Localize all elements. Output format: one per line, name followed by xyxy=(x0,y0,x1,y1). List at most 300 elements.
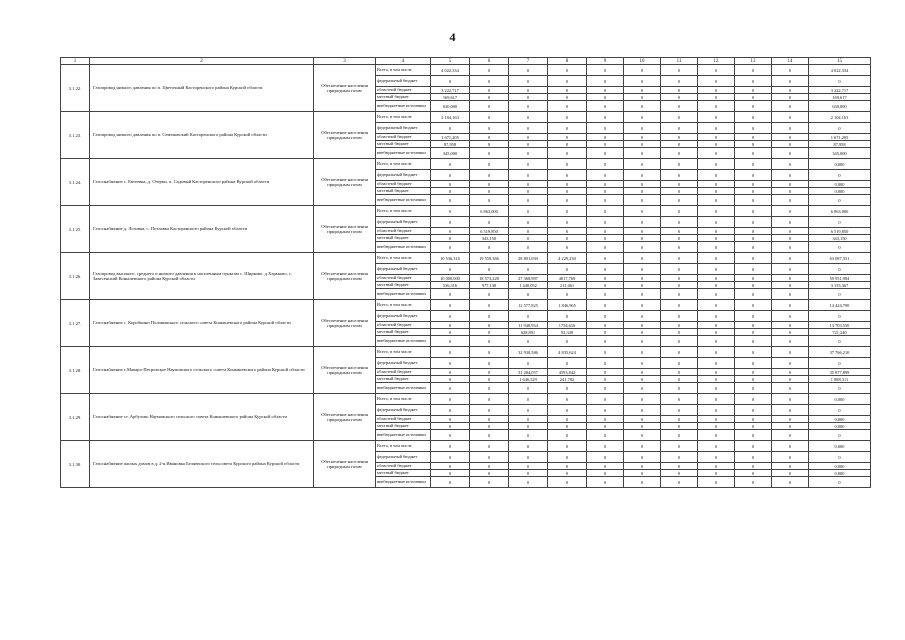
value-cell: 10 000,000 xyxy=(431,275,470,282)
value-cell: 0 xyxy=(624,242,661,253)
value-cell: 0 xyxy=(587,253,624,264)
value-cell: 0 xyxy=(698,195,735,206)
value-cell: 0 xyxy=(661,322,698,329)
value-cell: 0 xyxy=(624,206,661,217)
total-value-cell: 1 671,205 xyxy=(809,134,871,141)
value-cell: 0 xyxy=(587,336,624,347)
column-number-cell: 1 xyxy=(61,58,90,65)
column-number-cell: 15 xyxy=(809,58,871,65)
total-value-cell: 721,240 xyxy=(809,329,871,336)
total-value-cell: 0 xyxy=(809,405,871,416)
value-cell: 0 xyxy=(548,430,587,441)
funding-source-label: областной бюджет xyxy=(376,87,431,94)
value-cell: 0 xyxy=(661,470,698,477)
project-code: 3.1.29. xyxy=(61,394,90,441)
value-cell: 0 xyxy=(624,87,661,94)
value-cell: 0 xyxy=(735,322,772,329)
value-cell: 0 xyxy=(548,311,587,322)
funding-source-label: внебюджетные источники xyxy=(376,336,431,347)
total-value-cell: 169,617 xyxy=(809,94,871,101)
funding-source-label: областной бюджет xyxy=(376,275,431,282)
value-cell: 0 xyxy=(772,170,809,181)
value-cell: 0 xyxy=(470,181,509,188)
table-row xyxy=(61,300,871,311)
value-cell: 0 xyxy=(735,376,772,383)
funding-source-label: федеральный бюджет xyxy=(376,311,431,322)
project-purpose: Обеспечение населения природным газом xyxy=(314,347,376,394)
value-cell: 0 xyxy=(772,383,809,394)
value-cell: 0 xyxy=(548,159,587,170)
value-cell: 0 xyxy=(548,94,587,101)
value-cell: 0 xyxy=(661,441,698,452)
value-cell: 0 xyxy=(624,405,661,416)
value-cell: 0 xyxy=(587,430,624,441)
total-value-cell: 3 222,717 xyxy=(809,87,871,94)
value-cell: 3 222,717 xyxy=(431,87,470,94)
value-cell: 0 xyxy=(509,76,548,87)
value-cell: 0 xyxy=(509,112,548,123)
value-cell: 0 xyxy=(470,394,509,405)
total-value-cell: 0 xyxy=(809,195,871,206)
value-cell: 0 xyxy=(431,228,470,235)
value-cell: 0 xyxy=(470,452,509,463)
value-cell: 0 xyxy=(772,336,809,347)
value-cell: 0 xyxy=(470,148,509,159)
value-cell: 0 xyxy=(735,235,772,242)
value-cell: 0 xyxy=(587,300,624,311)
value-cell: 0 xyxy=(431,347,470,358)
project-purpose: Обеспечение населения природным газом xyxy=(314,65,376,112)
total-value-cell: 630,000 xyxy=(809,101,871,112)
value-cell: 0 xyxy=(735,282,772,289)
value-cell: 0 xyxy=(661,430,698,441)
table-row xyxy=(61,347,871,358)
value-cell: 0 xyxy=(661,242,698,253)
value-cell: 0 xyxy=(431,394,470,405)
value-cell: 0 xyxy=(661,264,698,275)
table-row xyxy=(61,441,871,452)
value-cell: 0 xyxy=(548,235,587,242)
project-code: 3.1.25. xyxy=(61,206,90,253)
value-cell: 0 xyxy=(661,282,698,289)
value-cell: 0 xyxy=(587,369,624,376)
value-cell: 0 xyxy=(509,87,548,94)
value-cell: 0 xyxy=(624,329,661,336)
total-value-cell: 0 xyxy=(809,336,871,347)
table-row xyxy=(61,253,871,264)
value-cell: 0 xyxy=(470,300,509,311)
value-cell: 0 xyxy=(772,394,809,405)
value-cell: 0 xyxy=(509,423,548,430)
value-cell: 0 xyxy=(624,452,661,463)
funding-source-label: федеральный бюджет xyxy=(376,452,431,463)
value-cell: 0 xyxy=(431,300,470,311)
value-cell: 0 xyxy=(587,329,624,336)
value-cell: 0 xyxy=(431,206,470,217)
value-cell: 0 xyxy=(470,101,509,112)
value-cell: 0 xyxy=(735,289,772,300)
value-cell: 0 xyxy=(772,159,809,170)
value-cell: 0 xyxy=(624,94,661,101)
funding-table-sheet xyxy=(60,57,870,488)
project-name: Газопровод высокого, среднего и низкого давления к населенным пунктам с. Ширково, д.Харьково, с. Завесенский Коньшевского района Курской области xyxy=(90,253,314,300)
value-cell: 0 xyxy=(624,235,661,242)
value-cell: 4017,769 xyxy=(548,275,587,282)
value-cell: 0 xyxy=(735,275,772,282)
value-cell: 0 xyxy=(587,347,624,358)
value-cell: 0 xyxy=(735,383,772,394)
value-cell: 0 xyxy=(548,123,587,134)
value-cell: 0 xyxy=(735,264,772,275)
value-cell: 0 xyxy=(624,264,661,275)
value-cell: 0 xyxy=(470,188,509,195)
value-cell: 0 xyxy=(735,170,772,181)
value-cell: 0 xyxy=(624,282,661,289)
funding-source-label: федеральный бюджет xyxy=(376,123,431,134)
value-cell: 0 xyxy=(772,300,809,311)
value-cell: 0 xyxy=(735,430,772,441)
value-cell: 31 284,057 xyxy=(509,369,548,376)
value-cell: 0 xyxy=(735,253,772,264)
value-cell: 0 xyxy=(470,289,509,300)
value-cell: 0 xyxy=(587,275,624,282)
total-value-cell: 14 424,790 xyxy=(809,300,871,311)
value-cell: 0 xyxy=(735,123,772,134)
project-code: 3.1.24. xyxy=(61,159,90,206)
value-cell: 0 xyxy=(431,463,470,470)
value-cell: 0 xyxy=(772,65,809,76)
funding-source-label: федеральный бюджет xyxy=(376,76,431,87)
value-cell: 0 xyxy=(661,289,698,300)
value-cell: 6 519,850 xyxy=(470,228,509,235)
value-cell: 0 xyxy=(548,188,587,195)
value-cell: 0 xyxy=(735,358,772,369)
value-cell: 0 xyxy=(548,181,587,188)
value-cell: 0 xyxy=(431,217,470,228)
value-cell: 0 xyxy=(698,463,735,470)
value-cell: 0 xyxy=(431,441,470,452)
value-cell: 0 xyxy=(661,383,698,394)
value-cell: 0 xyxy=(735,141,772,148)
value-cell: 0 xyxy=(698,275,735,282)
value-cell: 0 xyxy=(698,394,735,405)
value-cell: 0 xyxy=(587,123,624,134)
value-cell: 0 xyxy=(470,463,509,470)
value-cell: 0 xyxy=(548,358,587,369)
value-cell: 0 xyxy=(624,112,661,123)
value-cell: 0 xyxy=(431,383,470,394)
value-cell: 0 xyxy=(772,477,809,488)
value-cell: 0 xyxy=(470,405,509,416)
funding-source-label: местный бюджет xyxy=(376,470,431,477)
value-cell: 0 xyxy=(509,264,548,275)
value-cell: 0 xyxy=(548,148,587,159)
funding-source-label: областной бюджет xyxy=(376,322,431,329)
funding-source-label: внебюджетные источники xyxy=(376,242,431,253)
value-cell: 0 xyxy=(548,264,587,275)
value-cell: 0 xyxy=(772,347,809,358)
value-cell: 0 xyxy=(661,376,698,383)
value-cell: 628,891 xyxy=(509,329,548,336)
value-cell: 4 229,230 xyxy=(548,253,587,264)
value-cell: 0 xyxy=(470,134,509,141)
value-cell: 0 xyxy=(509,101,548,112)
value-cell: 0 xyxy=(470,383,509,394)
value-cell: 11 948,934 xyxy=(509,322,548,329)
value-cell: 0 xyxy=(587,416,624,423)
value-cell: 0 xyxy=(470,195,509,206)
column-number-cell: 2 xyxy=(90,58,314,65)
value-cell: 0 xyxy=(431,430,470,441)
value-cell: 0 xyxy=(772,76,809,87)
column-number-cell: 3 xyxy=(314,58,376,65)
total-value-cell: 0 xyxy=(809,170,871,181)
value-cell: 0 xyxy=(587,405,624,416)
value-cell: 6 863,000 xyxy=(470,206,509,217)
value-cell: 0 xyxy=(624,289,661,300)
value-cell: 0 xyxy=(661,311,698,322)
value-cell: 0 xyxy=(431,329,470,336)
value-cell: 0 xyxy=(661,329,698,336)
value-cell: 0 xyxy=(431,242,470,253)
value-cell: 0 xyxy=(698,430,735,441)
funding-source-label: внебюджетные источники xyxy=(376,430,431,441)
value-cell: 0 xyxy=(698,369,735,376)
project-purpose: Обеспечение населения природным газом xyxy=(314,441,376,488)
value-cell: 0 xyxy=(587,228,624,235)
value-cell: 0 xyxy=(587,289,624,300)
value-cell: 0 xyxy=(624,423,661,430)
value-cell: 0 xyxy=(548,441,587,452)
funding-source-label: федеральный бюджет xyxy=(376,405,431,416)
funding-source-label: Всего, в том числе xyxy=(376,394,431,405)
project-purpose: Обеспечение населения природным газом xyxy=(314,206,376,253)
value-cell: 0 xyxy=(431,405,470,416)
value-cell: 0 xyxy=(470,347,509,358)
value-cell: 0 xyxy=(548,65,587,76)
total-value-cell: 0 xyxy=(809,430,871,441)
value-cell: 0 xyxy=(661,101,698,112)
value-cell: 0 xyxy=(735,452,772,463)
value-cell: 0 xyxy=(509,65,548,76)
value-cell: 0 xyxy=(431,195,470,206)
value-cell: 0 xyxy=(772,228,809,235)
value-cell: 0 xyxy=(698,253,735,264)
value-cell: 0 xyxy=(431,470,470,477)
value-cell: 0 xyxy=(470,470,509,477)
project-name: Газопровод низкого давления по п. Цветочный Касторенского района Курской области xyxy=(90,65,314,112)
total-value-cell: 0,000 xyxy=(809,463,871,470)
project-name: Газопровод низкого давления по п. Семеновский Касторенского района Курской области xyxy=(90,112,314,159)
value-cell: 0 xyxy=(698,470,735,477)
value-cell: 87,958 xyxy=(431,141,470,148)
total-value-cell: 0,000 xyxy=(809,181,871,188)
value-cell: 0 xyxy=(735,311,772,322)
value-cell: 0 xyxy=(470,94,509,101)
value-cell: 0 xyxy=(624,195,661,206)
value-cell: 0 xyxy=(509,134,548,141)
value-cell: 0 xyxy=(587,322,624,329)
value-cell: 0 xyxy=(624,141,661,148)
project-name: Газоснабжение с. Коробкино Половинского сельского совета Конышевского района Курской области xyxy=(90,300,314,347)
project-name: Газоснабжение ст. Арбузово Наумовского сельского совета Конышевского района Курской области xyxy=(90,394,314,441)
total-value-cell: 0 xyxy=(809,477,871,488)
value-cell: 0 xyxy=(624,217,661,228)
funding-source-label: внебюджетные источники xyxy=(376,148,431,159)
value-cell: 0 xyxy=(624,123,661,134)
value-cell: 0 xyxy=(735,101,772,112)
value-cell: 0 xyxy=(470,65,509,76)
table-row xyxy=(61,394,871,405)
value-cell: 0 xyxy=(698,300,735,311)
value-cell: 0 xyxy=(548,452,587,463)
total-value-cell: 343,150 xyxy=(809,235,871,242)
total-value-cell: 0,000 xyxy=(809,159,871,170)
value-cell: 0 xyxy=(548,289,587,300)
total-value-cell: 63 087,351 xyxy=(809,253,871,264)
value-cell: 0 xyxy=(624,441,661,452)
total-value-cell: 0 xyxy=(809,289,871,300)
value-cell: 0 xyxy=(470,336,509,347)
value-cell: 0 xyxy=(735,470,772,477)
funding-source-label: местный бюджет xyxy=(376,329,431,336)
value-cell: 0 xyxy=(772,181,809,188)
value-cell: 0 xyxy=(431,264,470,275)
value-cell: 0 xyxy=(548,242,587,253)
value-cell: 0 xyxy=(698,112,735,123)
value-cell: 0 xyxy=(509,336,548,347)
value-cell: 0 xyxy=(698,477,735,488)
project-code: 3.1.30. xyxy=(61,441,90,488)
value-cell: 92,349 xyxy=(548,329,587,336)
value-cell: 0 xyxy=(735,336,772,347)
funding-source-label: внебюджетные источники xyxy=(376,289,431,300)
value-cell: 0 xyxy=(735,134,772,141)
project-code: 3.1.27. xyxy=(61,300,90,347)
funding-source-label: внебюджетные источники xyxy=(376,477,431,488)
value-cell: 0 xyxy=(661,369,698,376)
value-cell: 0 xyxy=(587,217,624,228)
value-cell: 0 xyxy=(509,452,548,463)
value-cell: 0 xyxy=(661,452,698,463)
value-cell: 0 xyxy=(470,416,509,423)
value-cell: 0 xyxy=(772,112,809,123)
value-cell: 0 xyxy=(772,430,809,441)
value-cell: 0 xyxy=(431,322,470,329)
value-cell: 0 xyxy=(661,87,698,94)
value-cell: 0 xyxy=(431,369,470,376)
value-cell: 0 xyxy=(509,188,548,195)
value-cell: 0 xyxy=(735,148,772,159)
value-cell: 0 xyxy=(587,101,624,112)
value-cell: 0 xyxy=(470,376,509,383)
value-cell: 0 xyxy=(509,394,548,405)
value-cell: 0 xyxy=(661,423,698,430)
value-cell: 0 xyxy=(509,148,548,159)
value-cell: 0 xyxy=(431,181,470,188)
value-cell: 0 xyxy=(772,253,809,264)
value-cell: 0 xyxy=(624,336,661,347)
value-cell: 0 xyxy=(548,134,587,141)
value-cell: 27 360,987 xyxy=(509,275,548,282)
total-value-cell: 0,000 xyxy=(809,441,871,452)
value-cell: 0 xyxy=(698,101,735,112)
value-cell: 0 xyxy=(698,217,735,228)
value-cell: 0 xyxy=(624,134,661,141)
value-cell: 0 xyxy=(772,441,809,452)
value-cell: 0 xyxy=(509,181,548,188)
table-row xyxy=(61,65,871,76)
column-number-row xyxy=(61,58,871,65)
value-cell: 0 xyxy=(698,322,735,329)
value-cell: 0 xyxy=(509,463,548,470)
value-cell: 0 xyxy=(735,329,772,336)
value-cell: 0 xyxy=(735,242,772,253)
value-cell: 0 xyxy=(661,416,698,423)
value-cell: 0 xyxy=(661,275,698,282)
value-cell: 0 xyxy=(587,112,624,123)
value-cell: 1 646,529 xyxy=(509,376,548,383)
value-cell: 0 xyxy=(470,423,509,430)
value-cell: 0 xyxy=(661,159,698,170)
value-cell: 343,150 xyxy=(470,235,509,242)
value-cell: 0 xyxy=(587,170,624,181)
value-cell: 0 xyxy=(470,123,509,134)
value-cell: 0 xyxy=(548,141,587,148)
value-cell: 0 xyxy=(431,477,470,488)
value-cell: 0 xyxy=(661,405,698,416)
value-cell: 0 xyxy=(698,134,735,141)
value-cell: 2 104,163 xyxy=(431,112,470,123)
value-cell: 0 xyxy=(587,394,624,405)
value-cell: 0 xyxy=(698,383,735,394)
value-cell: 0 xyxy=(772,134,809,141)
value-cell: 0 xyxy=(698,376,735,383)
value-cell: 0 xyxy=(431,376,470,383)
value-cell: 0 xyxy=(735,405,772,416)
value-cell: 0 xyxy=(735,477,772,488)
value-cell: 0 xyxy=(772,264,809,275)
value-cell: 0 xyxy=(548,405,587,416)
value-cell: 0 xyxy=(661,141,698,148)
value-cell: 0 xyxy=(587,282,624,289)
value-cell: 0 xyxy=(698,141,735,148)
project-name: Газоснабжение д. Лозовка, с. Потлавка Касторенского района Курской области xyxy=(90,206,314,253)
funding-source-label: Всего, в том числе xyxy=(376,253,431,264)
value-cell: 0 xyxy=(698,148,735,159)
funding-source-label: областной бюджет xyxy=(376,416,431,423)
value-cell: 0 xyxy=(772,329,809,336)
value-cell: 0 xyxy=(661,148,698,159)
value-cell: 1 440,052 xyxy=(509,282,548,289)
value-cell: 0 xyxy=(772,242,809,253)
value-cell: 0 xyxy=(587,463,624,470)
value-cell: 0 xyxy=(470,76,509,87)
value-cell: 0 xyxy=(509,405,548,416)
value-cell: 0 xyxy=(587,264,624,275)
value-cell: 0 xyxy=(698,452,735,463)
value-cell: 0 xyxy=(698,159,735,170)
value-cell: 0 xyxy=(548,383,587,394)
total-value-cell: 2 104,163 xyxy=(809,112,871,123)
funding-source-label: областной бюджет xyxy=(376,369,431,376)
page-number: 4 xyxy=(449,30,456,44)
project-purpose: Обеспечение населения природным газом xyxy=(314,394,376,441)
funding-source-label: федеральный бюджет xyxy=(376,170,431,181)
value-cell: 32 930,586 xyxy=(509,347,548,358)
value-cell: 0 xyxy=(548,423,587,430)
column-number-cell: 6 xyxy=(470,58,509,65)
